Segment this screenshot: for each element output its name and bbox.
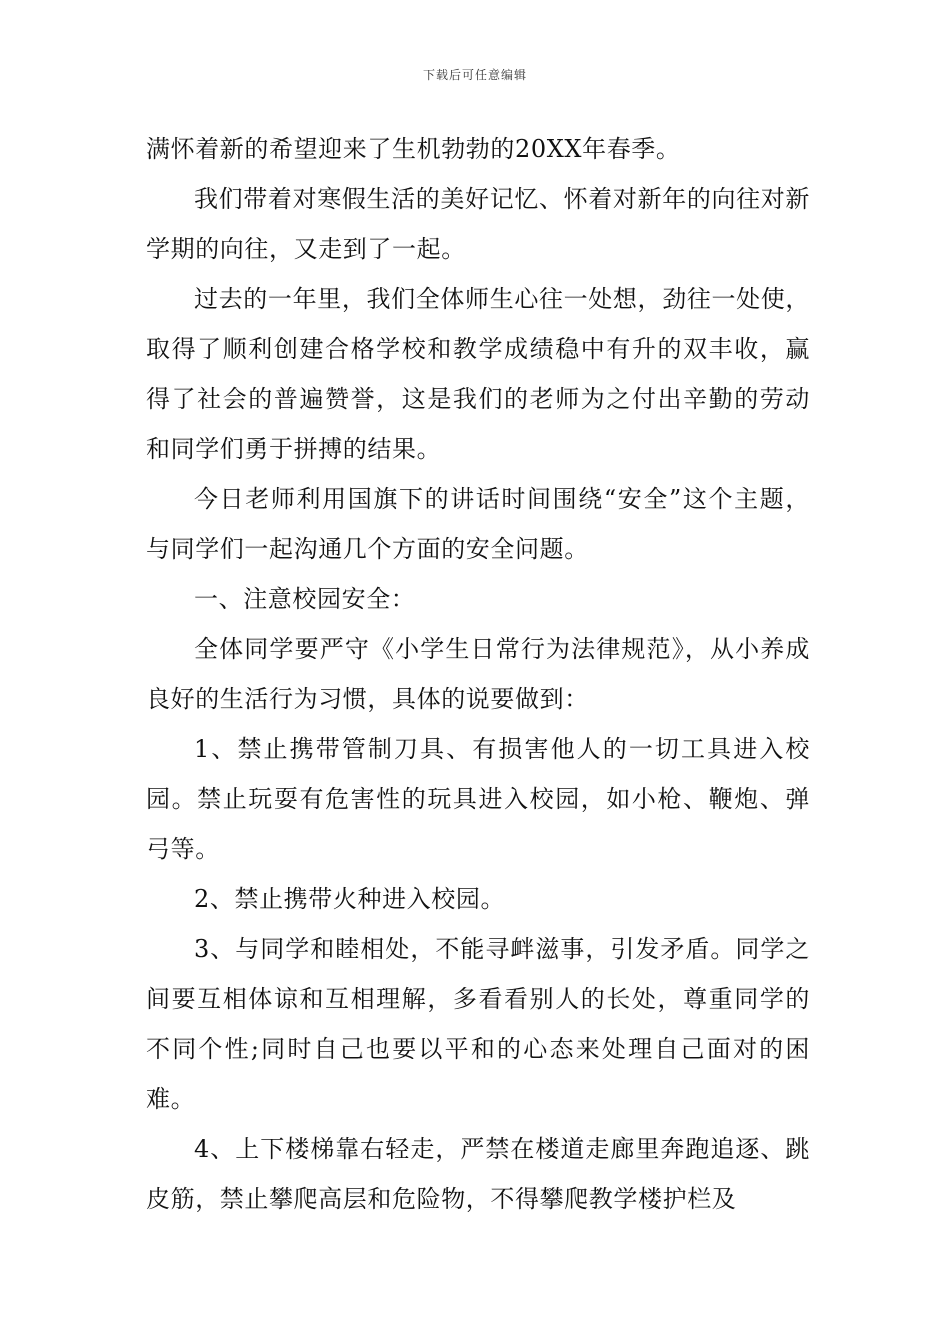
paragraph: 今日老师利用国旗下的讲话时间围绕“安全”这个主题，与同学们一起沟通几个方面的安全问题。 [146, 485, 810, 563]
page-header-note: 下载后可任意编辑 [422, 68, 527, 82]
list-item: 3、与同学和睦相处，不能寻衅滋事，引发矛盾。同学之间要互相体谅和互相理解，多看看别人的长处，尊重同学的不同个性;同时自己也要以平和的心态来处理自己面对的困难。 [146, 935, 810, 1113]
paragraph: 我们带着对寒假生活的美好记忆、怀着对新年的向往对新学期的向往，又走到了一起。 [146, 185, 810, 263]
paragraph: 全体同学要严守《小学生日常行为法律规范》，从小养成良好的生活行为习惯，具体的说要做到： [146, 635, 810, 713]
document-body [146, 124, 810, 1224]
paragraph: 过去的一年里，我们全体师生心往一处想，劲往一处使，取得了顺利创建合格学校和教学成绩稳中有升的双丰收，赢得了社会的普遍赞誉，这是我们的老师为之付出辛勤的劳动和同学们勇于拼搏的结果。 [146, 285, 810, 463]
paragraph: 满怀着新的希望迎来了生机勃勃的20XX年春季。 [146, 135, 681, 163]
list-item: 2、禁止携带火种进入校园。 [194, 885, 506, 913]
list-item: 1、禁止携带管制刀具、有损害他人的一切工具进入校园。禁止玩耍有危害性的玩具进入校园，如小枪、鞭炮、弹弓等。 [146, 735, 810, 863]
section-heading: 一、注意校园安全： [194, 585, 416, 613]
list-item: 4、上下楼梯靠右轻走，严禁在楼道走廊里奔跑追逐、跳皮筋，禁止攀爬高层和危险物，不得攀爬教学楼护栏及 [146, 1135, 810, 1213]
